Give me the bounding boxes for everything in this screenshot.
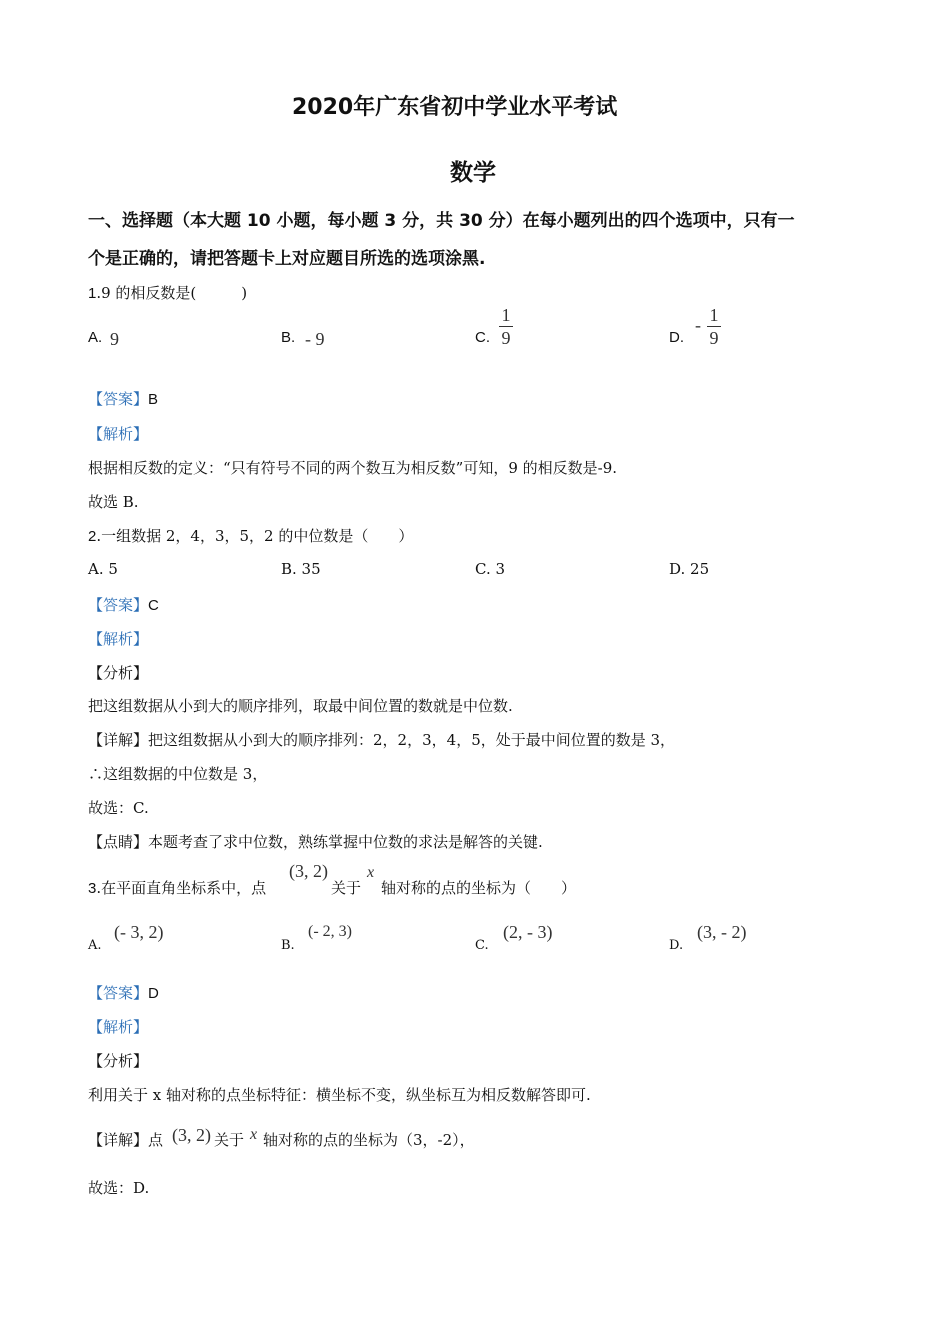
q1-stem (88, 282, 247, 303)
q3-answer (88, 982, 159, 1003)
q3-conclusion: 故选：D. (88, 1179, 150, 1197)
q2-dianjing (88, 831, 543, 852)
q2-fenxi: 把这组数据从小到大的顺序排列，取最中间位置的数就是中位数. (88, 697, 513, 715)
q2-analysis-tag: 【解析】 (88, 630, 149, 648)
q1-answer-value: B (148, 391, 159, 408)
q3-xiangjie-x: x (250, 1126, 258, 1143)
q3-fenxi-tag: 【分析】 (88, 1052, 149, 1070)
q3-xiangjie-a: 点 (148, 1131, 164, 1149)
q2-option-a: A. 5 (88, 560, 118, 578)
q2-option-c: C. 3 (475, 560, 506, 578)
fraction-numerator: 1 (709, 305, 719, 325)
q3-option-b-label: B. (281, 938, 295, 953)
q3-stem-point: (3, 2) (289, 861, 328, 881)
q1-text: .9 的相反数是( ) (96, 284, 248, 302)
q3-stem (88, 877, 266, 898)
q1-option-c-label: C. (475, 329, 490, 346)
fraction-numerator: 1 (501, 305, 511, 325)
q3-xiangjie-start (88, 1129, 163, 1150)
fraction-denominator: 9 (501, 328, 511, 348)
q3-text-c: 轴对称的点的坐标为（ ） (381, 879, 577, 897)
q3-fenxi: 利用关于 x 轴对称的点坐标特征：横坐标不变，纵坐标互为相反数解答即可. (88, 1086, 591, 1104)
q1-explanation: 根据相反数的定义：“只有符号不同的两个数互为相反数”可知，9 的相反数是-9. (88, 459, 618, 477)
q3-answer-value: D (148, 985, 159, 1002)
q1-option-d-fraction (707, 305, 721, 348)
q3-text-a: .在平面直角坐标系中，点 (96, 879, 267, 897)
q2-xiangjie-text: 把这组数据从小到大的顺序排列：2，2，3，4，5，处于最中间位置的数是 3， (148, 731, 676, 749)
q2-stem (88, 525, 413, 546)
q2-xiangjie (88, 729, 675, 750)
q1-conclusion: 故选 B. (88, 493, 139, 511)
q2-answer-value: C (148, 597, 159, 614)
answer-tag: 【答案】 (88, 390, 149, 408)
q3-option-c-label: C. (475, 938, 489, 953)
q2-conclusion: 故选：C. (88, 799, 149, 817)
q2-therefore: ∴这组数据的中位数是 3， (88, 765, 268, 783)
q3-option-a-value: (- 3, 2) (114, 922, 164, 942)
q3-number: 3 (88, 880, 97, 897)
q1-option-b-value: - 9 (305, 329, 325, 349)
q3-option-a-label: A. (88, 938, 102, 953)
q1-number: 1 (88, 285, 97, 302)
answer-tag: 【答案】 (88, 984, 149, 1002)
dianjing-tag: 【点睛】 (88, 833, 149, 851)
q2-number: 2 (88, 528, 97, 545)
q3-option-c-value: (2, - 3) (503, 922, 553, 942)
fraction-denominator: 9 (709, 328, 719, 348)
q2-fenxi-tag: 【分析】 (88, 664, 149, 682)
page-title: 2020年广东省初中学业水平考试 (292, 95, 618, 120)
fraction-bar (499, 326, 513, 327)
q3-xiangjie-c: 轴对称的点的坐标为（3，-2）， (263, 1131, 475, 1149)
section-line-2: 个是正确的，请把答题卡上对应题目所选的选项涂黑. (88, 249, 486, 269)
xiangjie-tag: 【详解】 (88, 731, 149, 749)
q1-option-c-fraction (499, 305, 513, 348)
q1-analysis-tag: 【解析】 (88, 425, 149, 443)
q2-dianjing-text: 本题考查了求中位数，熟练掌握中位数的求法是解答的关键. (148, 833, 543, 851)
q2-answer (88, 594, 159, 615)
fraction-bar (707, 326, 721, 327)
q3-text-b: 关于 (331, 879, 362, 897)
q1-option-b-label: B. (281, 329, 296, 346)
q3-analysis-tag: 【解析】 (88, 1018, 149, 1036)
q1-option-d-label: D. (669, 329, 684, 346)
q3-option-b-value: (- 2, 3) (308, 923, 352, 940)
q2-option-b: B. 35 (281, 560, 321, 578)
q2-text: .一组数据 2，4，3，5，2 的中位数是（ ） (96, 527, 414, 545)
answer-tag: 【答案】 (88, 596, 149, 614)
q1-option-a-label: A. (88, 329, 103, 346)
q3-xiangjie-b: 关于 (214, 1131, 245, 1149)
q1-answer (88, 388, 158, 409)
section-line-1: 一、选择题（本大题 10 小题，每小题 3 分，共 30 分）在每小题列出的四个选项中，只有一 (88, 211, 795, 231)
q2-option-d: D. 25 (669, 560, 710, 578)
q3-option-d-label: D. (669, 938, 684, 953)
q3-option-d-value: (3, - 2) (697, 922, 747, 942)
q3-stem-x: x (367, 864, 375, 881)
xiangjie-tag: 【详解】 (88, 1131, 149, 1149)
q1-option-a-value: 9 (110, 329, 119, 349)
subject-title: 数学 (450, 160, 496, 186)
q1-option-d-sign: - (695, 315, 701, 335)
q3-xiangjie-point: (3, 2) (172, 1125, 211, 1145)
